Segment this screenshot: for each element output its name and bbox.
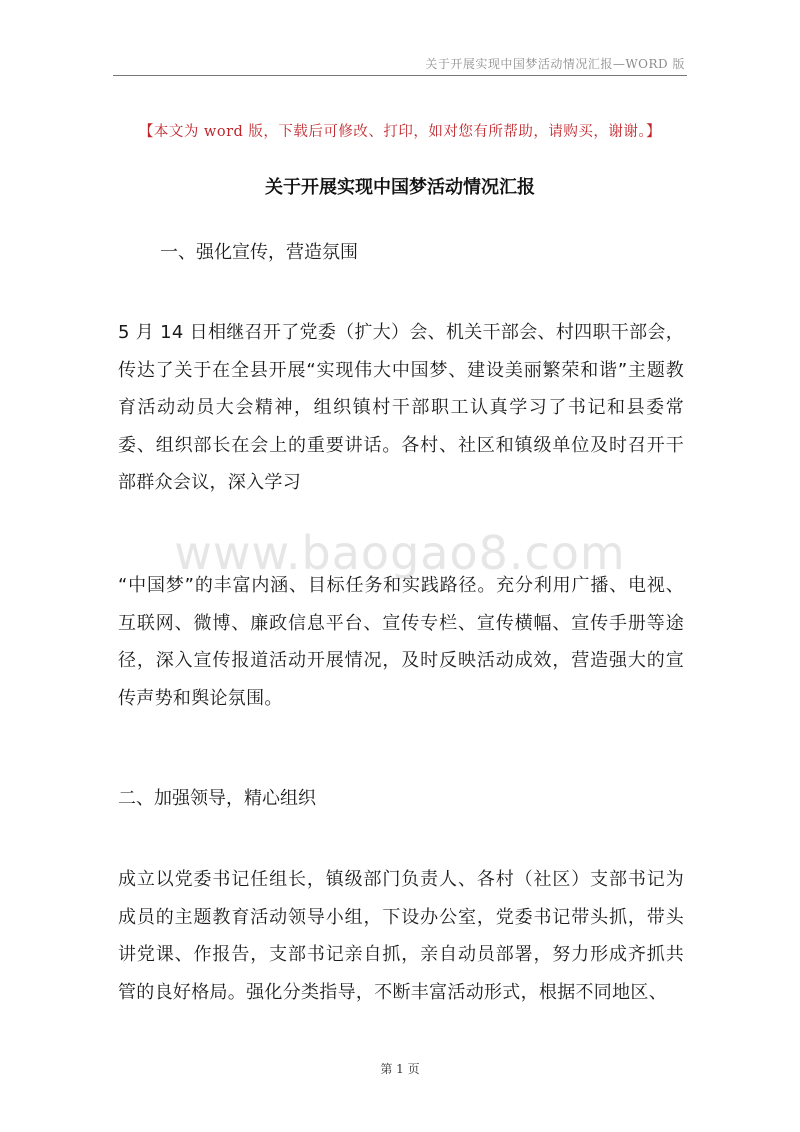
section-2-heading: 二、加强领导，精心组织 [118,788,316,809]
download-notice: 【本文为 word 版，下载后可修改、打印，如对您有所帮助，请购买，谢谢。】 [138,124,662,140]
page-header: 关于开展实现中国梦活动情况汇报—WORD 版 [425,57,685,71]
watermark: www.baogao8.com [174,526,626,580]
section-1-paragraph-1: 5 月 14 日相继召开了党委（扩大）会、机关干部会、村四职干部会，传达了关于在全县开展“实现伟大中国梦、建设美丽繁荣和谐”主题教育活动动员大会精神，组织镇村干部职工认真学习了书记和县委常委、组织部长在会上的重要讲话。各村、社区和镇级单位及时召开干部群众会议，深入学习 [118,322,684,493]
section-1-heading: 一、强化宣传，营造氛围 [160,242,358,263]
document-title: 关于开展实现中国梦活动情况汇报 [265,177,535,198]
section-1-paragraph-2: “中国梦”的丰富内涵、目标任务和实践路径。充分利用广播、电视、互联网、微博、廉政信息平台、宣传专栏、宣传横幅、宣传手册等途径，深入宣传报道活动开展情况，及时反映活动成效，营造强大的宣传声势和舆论氛围。 [118,575,684,709]
header-rule [113,75,687,76]
section-2-paragraph-1: 成立以党委书记任组长，镇级部门负责人、各村（社区）支部书记为成员的主题教育活动领导小组，下设办公室，党委书记带头抓，带头讲党课、作报告，支部书记亲自抓，亲自动员部署，努力形成齐抓共管的良好格局。强化分类指导，不断丰富活动形式，根据不同地区、 [118,869,684,1003]
page-number: 第 1 页 [380,1062,420,1076]
